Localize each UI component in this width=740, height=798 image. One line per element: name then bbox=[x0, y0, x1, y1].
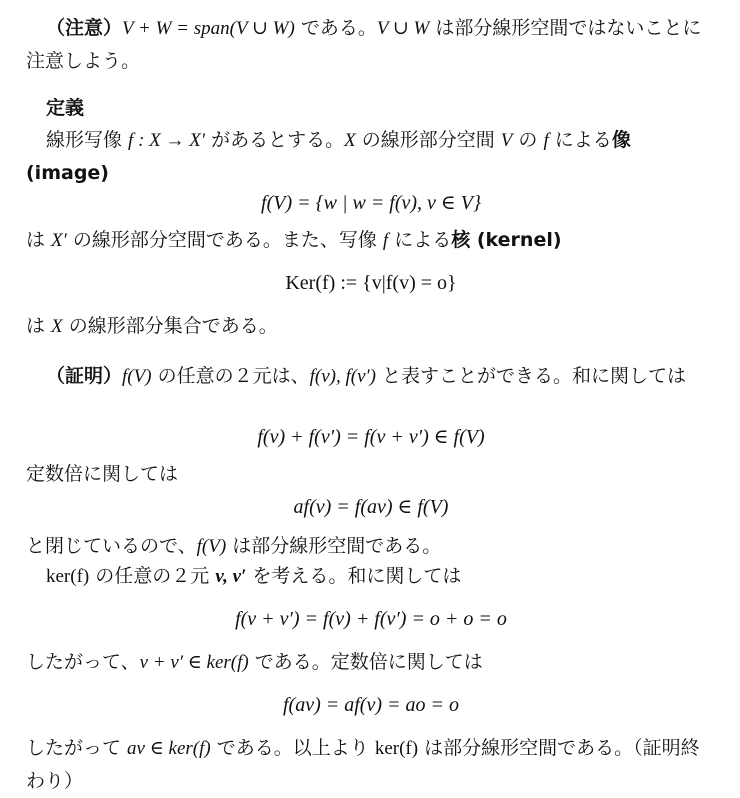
def-V: V bbox=[500, 130, 513, 151]
proof-fV: f(V) bbox=[122, 366, 152, 387]
equation-scalar-kernel: f(av) = af(v) = ao = o bbox=[283, 694, 459, 716]
proof6-text-c: である。以上より bbox=[210, 737, 375, 759]
def-text-d: の bbox=[512, 129, 544, 151]
definition-heading: 定義 bbox=[46, 97, 85, 119]
proof-elements: f(v), f(v′) bbox=[309, 366, 376, 387]
proof5-text-c: である。定数倍に関しては bbox=[248, 651, 483, 673]
def3-text-a: は bbox=[26, 315, 52, 337]
note-label: （注意） bbox=[46, 17, 123, 39]
proof4-elements: v, v′ bbox=[215, 566, 247, 587]
proof6-formula: av ∈ ker(f) bbox=[127, 738, 211, 759]
note-paragraph bbox=[26, 12, 716, 77]
note-text-2: は部分線形空間ではないことに注意しよう。 bbox=[26, 17, 702, 72]
proof6-text-a: したがって bbox=[26, 737, 128, 759]
proof-line-1 bbox=[26, 360, 716, 393]
note-formula-2: V ∪ W bbox=[376, 18, 430, 39]
proof4-text-d: を考える。和に関しては bbox=[246, 565, 462, 587]
def-f: f bbox=[543, 130, 549, 151]
proof-line-5 bbox=[26, 646, 716, 679]
def3-X: X bbox=[51, 316, 63, 337]
proof3-text-a: と閉じているので、 bbox=[26, 535, 197, 557]
proof-text-b: の任意の２元は、 bbox=[151, 365, 310, 387]
note-formula: V + W = span(V ∪ W) bbox=[122, 18, 295, 39]
proof-line-2: 定数倍に関しては bbox=[26, 463, 179, 485]
image-term: 像 (image) bbox=[26, 129, 631, 184]
proof6-ker: ker(f) bbox=[374, 738, 419, 759]
equation-kernel: Ker(f) := {v|f(v) = o} bbox=[285, 272, 457, 294]
proof3-text-c: は部分線形空間である。 bbox=[226, 535, 442, 557]
note-text-1: である。 bbox=[294, 17, 377, 39]
proof4-text-b: の任意の２元 bbox=[89, 565, 216, 587]
def-map-formula: f : X → X′ bbox=[128, 130, 206, 151]
def2-X: X′ bbox=[51, 230, 67, 251]
kernel-term: 核 (kernel) bbox=[451, 229, 562, 251]
def3-text-b: の線形部分集合である。 bbox=[62, 315, 278, 337]
proof5-formula: v + v′ ∈ ker(f) bbox=[139, 652, 249, 673]
proof6-text-e: は部分線形空間である。（証明終わり） bbox=[26, 737, 700, 792]
proof4-ker: ker(f) bbox=[46, 566, 90, 587]
equation-sum-kernel: f(v + v′) = f(v) + f(v′) = o + o = o bbox=[235, 608, 507, 630]
def2-f: f bbox=[382, 230, 389, 251]
proof-line-6 bbox=[26, 732, 716, 797]
definition-line-2 bbox=[26, 224, 716, 257]
def2-text-c: による bbox=[388, 229, 452, 251]
definition-line-1 bbox=[26, 124, 716, 189]
proof-line-4 bbox=[26, 560, 716, 593]
def-X: X bbox=[344, 130, 356, 151]
def-text-b: があるとする。 bbox=[205, 129, 345, 151]
proof3-fV: f(V) bbox=[196, 536, 227, 557]
def2-text-b: の線形部分空間である。また、写像 bbox=[66, 229, 383, 251]
def-text-c: の線形部分空間 bbox=[355, 129, 501, 151]
equation-image: f(V) = {w | w = f(v), v ∈ V} bbox=[261, 192, 481, 214]
equation-scalar-image: af(v) = f(av) ∈ f(V) bbox=[293, 496, 449, 518]
equation-sum-image: f(v) + f(v′) = f(v + v′) ∈ f(V) bbox=[257, 426, 485, 448]
proof-text-d: と表すことができる。和に関しては bbox=[376, 365, 687, 387]
proof-label: （証明） bbox=[46, 365, 123, 387]
def-text-e: による bbox=[548, 129, 612, 151]
proof-line-3 bbox=[26, 530, 716, 563]
def2-text-a: は bbox=[26, 229, 52, 251]
def-text-a: 線形写像 bbox=[46, 129, 129, 151]
definition-line-3 bbox=[26, 310, 716, 343]
proof5-text-a: したがって、 bbox=[26, 651, 140, 673]
